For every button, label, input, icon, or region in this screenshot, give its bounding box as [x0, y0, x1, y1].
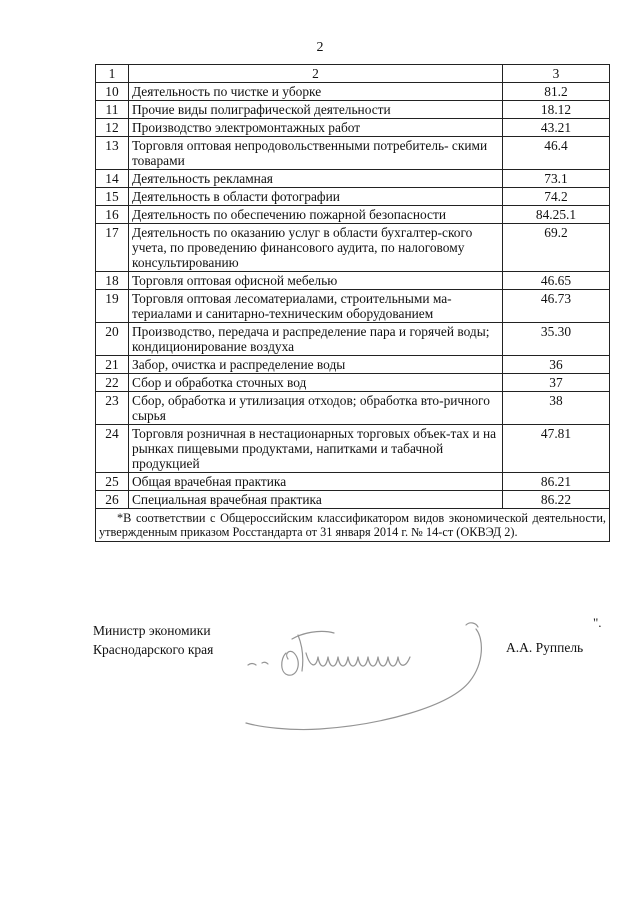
- row-number: 19: [96, 290, 129, 323]
- table-row: [96, 137, 610, 170]
- row-number: 11: [96, 101, 129, 119]
- table-row: [96, 425, 610, 473]
- row-activity-code: 74.2: [503, 188, 610, 206]
- row-activity-name: Сбор и обработка сточных вод: [129, 374, 503, 392]
- page-number: 2: [316, 40, 324, 55]
- row-activity-code: 81.2: [503, 83, 610, 101]
- table-row: [96, 272, 610, 290]
- row-activity-name: Забор, очистка и распределение воды: [129, 356, 503, 374]
- table-row: [96, 491, 610, 509]
- row-activity-code: 46.65: [503, 272, 610, 290]
- row-number: 21: [96, 356, 129, 374]
- table-row: [96, 224, 610, 272]
- table-row: [96, 392, 610, 425]
- row-activity-code: 84.25.1: [503, 206, 610, 224]
- row-number: 13: [96, 137, 129, 170]
- signatory-title: [93, 621, 213, 659]
- footnote: *В соответствии с Общероссийским классификатором видов экономической деятельности, утвержденным приказом Росстандарта от 31 января 2014 г. № 14-ст (ОКВЭД 2).: [96, 509, 610, 542]
- row-number: 22: [96, 374, 129, 392]
- row-number: 12: [96, 119, 129, 137]
- row-activity-name: Производство электромонтажных работ: [129, 119, 503, 137]
- row-activity-name: Специальная врачебная практика: [129, 491, 503, 509]
- table-row: [96, 119, 610, 137]
- table-row: [96, 356, 610, 374]
- row-number: 10: [96, 83, 129, 101]
- row-activity-code: 38: [503, 392, 610, 425]
- row-activity-name: Деятельность в области фотографии: [129, 188, 503, 206]
- row-activity-code: 46.4: [503, 137, 610, 170]
- row-number: 17: [96, 224, 129, 272]
- row-activity-name: Торговля оптовая офисной мебелью: [129, 272, 503, 290]
- row-number: 24: [96, 425, 129, 473]
- row-activity-code: 35.30: [503, 323, 610, 356]
- row-activity-name: Деятельность по чистке и уборке: [129, 83, 503, 101]
- table-row: [96, 83, 610, 101]
- footnote-row: [96, 509, 610, 542]
- row-activity-name: Деятельность по обеспечению пожарной безопасности: [129, 206, 503, 224]
- table-row: [96, 206, 610, 224]
- table-row: [96, 170, 610, 188]
- table-row: [96, 374, 610, 392]
- row-number: 18: [96, 272, 129, 290]
- table-row: [96, 290, 610, 323]
- row-activity-code: 86.21: [503, 473, 610, 491]
- row-activity-name: Производство, передача и распределение пара и горячей воды; кондиционирование воздуха: [129, 323, 503, 356]
- row-activity-name: Деятельность рекламная: [129, 170, 503, 188]
- row-activity-name: Прочие виды полиграфической деятельности: [129, 101, 503, 119]
- table-row: [96, 323, 610, 356]
- row-activity-code: 43.21: [503, 119, 610, 137]
- row-number: 20: [96, 323, 129, 356]
- row-number: 15: [96, 188, 129, 206]
- row-activity-code: 86.22: [503, 491, 610, 509]
- header-col-number: 1: [96, 65, 129, 83]
- row-activity-code: 46.73: [503, 290, 610, 323]
- handwritten-signature: [228, 605, 508, 735]
- closing-quote-mark: ".: [593, 615, 602, 630]
- header-col-activity: 2: [129, 65, 503, 83]
- row-number: 26: [96, 491, 129, 509]
- row-activity-name: Деятельность по оказанию услуг в области бухгалтер-ского учета, по проведению финансового аудита, по налоговому консультированию: [129, 224, 503, 272]
- signatory-title-line-1: Министр экономики: [93, 623, 211, 638]
- row-activity-name: Торговля оптовая непродовольственными потребитель- скими товарами: [129, 137, 503, 170]
- row-activity-code: 73.1: [503, 170, 610, 188]
- row-activity-code: 37: [503, 374, 610, 392]
- header-col-code: 3: [503, 65, 610, 83]
- row-activity-code: 47.81: [503, 425, 610, 473]
- row-activity-name: Сбор, обработка и утилизация отходов; обработка вто-ричного сырья: [129, 392, 503, 425]
- row-activity-code: 69.2: [503, 224, 610, 272]
- row-number: 16: [96, 206, 129, 224]
- row-activity-name: Торговля оптовая лесоматериалами, строительными ма-териалами и санитарно-техническим оборудованием: [129, 290, 503, 323]
- activity-codes-table: [95, 64, 610, 542]
- row-activity-name: Торговля розничная в нестационарных торговых объек-тах и на рынках пищевыми продуктами, напитками и табачной продукцией: [129, 425, 503, 473]
- table-row: [96, 188, 610, 206]
- table-header-row: [96, 65, 610, 83]
- row-number: 23: [96, 392, 129, 425]
- signatory-title-line-2: Краснодарского края: [93, 642, 214, 657]
- row-activity-name: Общая врачебная практика: [129, 473, 503, 491]
- row-activity-code: 36: [503, 356, 610, 374]
- row-number: 25: [96, 473, 129, 491]
- signatory-name: А.А. Руппель: [506, 640, 584, 655]
- table-row: [96, 473, 610, 491]
- row-number: 14: [96, 170, 129, 188]
- row-activity-code: 18.12: [503, 101, 610, 119]
- table-row: [96, 101, 610, 119]
